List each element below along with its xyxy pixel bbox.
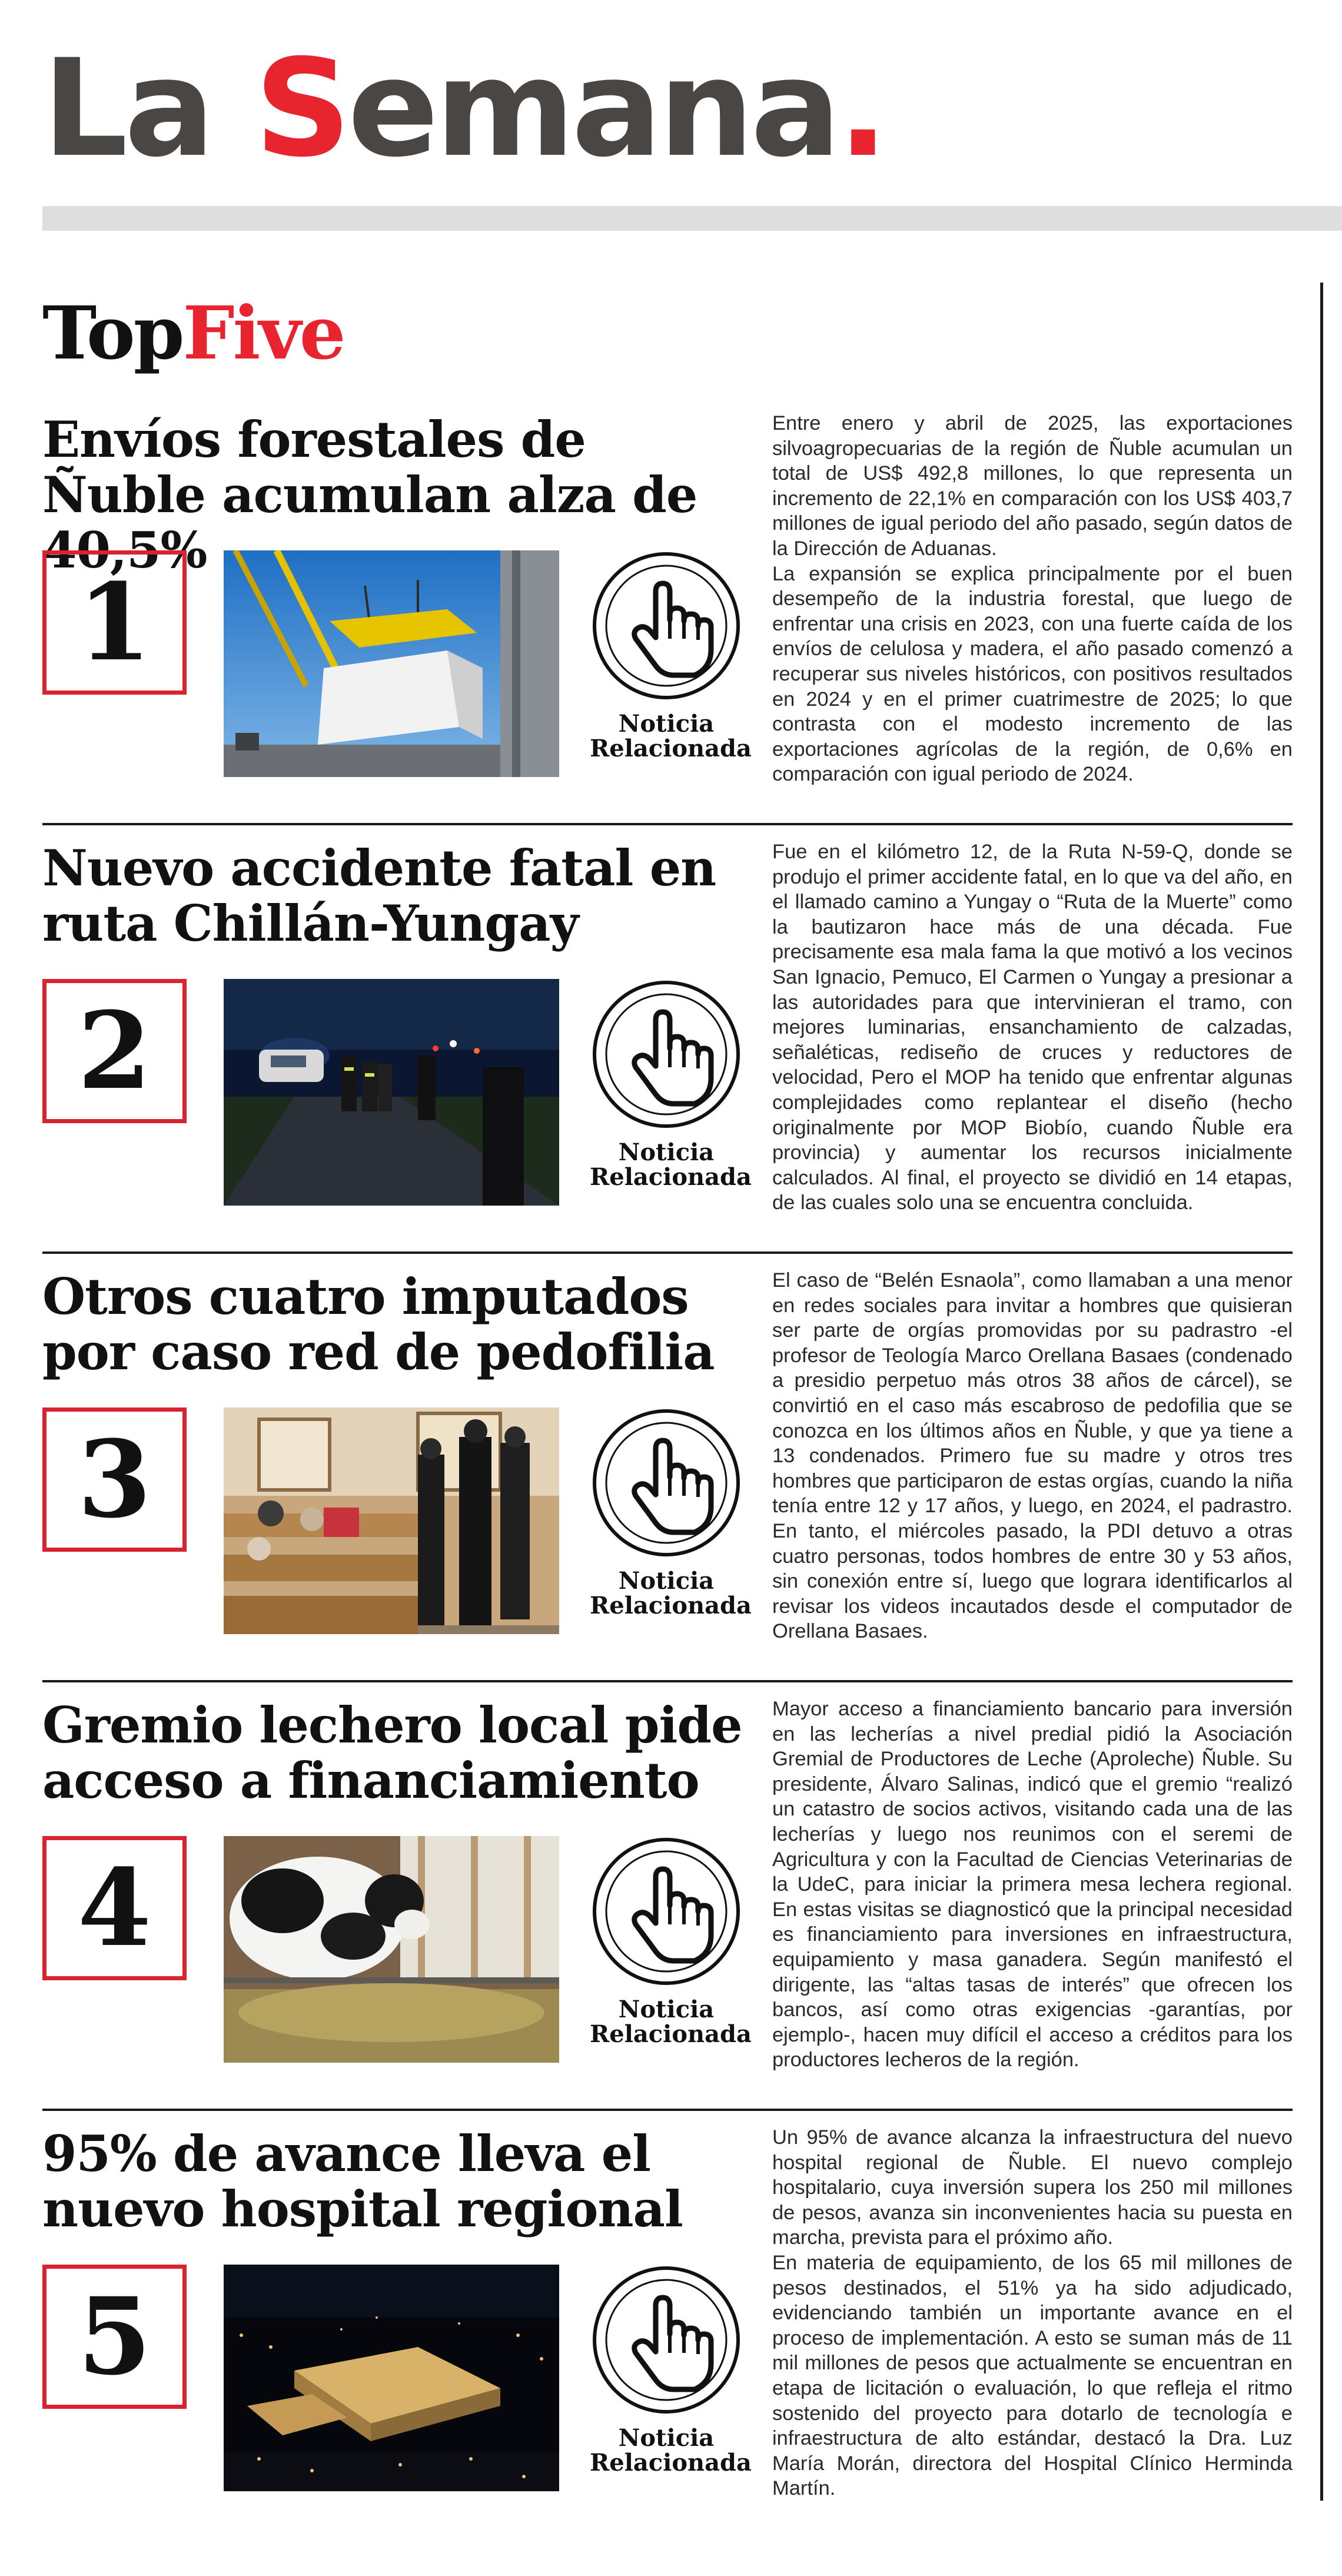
masthead-dot: . — [837, 30, 885, 187]
masthead-part1: La — [42, 30, 255, 187]
story-5 — [42, 2126, 1293, 2555]
story-2 — [42, 841, 1293, 1269]
related-news-label: Noticia Relacionada — [590, 1567, 752, 1619]
related-news-label: Noticia Relacionada — [590, 710, 752, 762]
story-body — [772, 1268, 1293, 1644]
related-news-button[interactable] — [590, 550, 752, 780]
related-news-button[interactable] — [590, 1407, 752, 1637]
pointing-hand-icon[interactable] — [591, 2265, 742, 2415]
story-4 — [42, 1698, 1293, 2126]
story-paragraph: Fue en el kilómetro 12, de la Ruta N-59-Q, donde se produjo el primer accidente fatal, en lo que va del año, en el llamado camino a Yungay o “Ruta de la Muerte” como la bautizaron hace más de una década. Fue precisamente esa mala fama la que motivó a los vecinos San Ignacio, Pemuco, El Carmen o Yungay a presionar a las autoridades para que intervinieran el tramo, con mejores luminarias, ensanchamiento de calzadas, señaléticas, rediseño de cruces y reductores de velocidad, Pero el MOP ha tenido que enfrentar algunas complejidades como replantear el diseño (hecho originalmente por MOP Biobío, cuando Ñuble era provincia) y aumentar los recursos inicialmente calculados. Al final, el proyecto se dividió en 14 etapas, de las cuales solo una se encuentra concluida. — [772, 841, 1293, 1214]
related-news-label: Noticia Relacionada — [590, 2424, 752, 2477]
story-number-box: 4 — [42, 1836, 187, 1980]
pointing-hand-icon[interactable] — [591, 979, 742, 1130]
story-1 — [42, 412, 1293, 841]
page-vertical-rule — [1320, 283, 1323, 2501]
related-news-button[interactable] — [590, 979, 752, 1209]
story-number-box: 1 — [42, 550, 187, 695]
story-separator — [42, 1680, 1293, 1682]
story-paragraph: En materia de equipamiento, de los 65 mil millones de pesos destinados, el 51% ya ha sido adjudicado, evidenciando también un importante avance en el proceso de implementación. A esto se suman más de 11 mil millones de pesos que actualmente se encuentran en etapa de licitación o evaluación, lo que refleja el ritmo sostenido del proyecto para dotarlo de tecnología e infraestructura de alto estándar, destacó la Dra. Luz María Morán, directora del Hospital Clínico Herminda Martín. — [772, 2251, 1293, 2500]
masthead-title — [42, 30, 885, 187]
story-photo[interactable] — [224, 979, 559, 1206]
story-paragraph: Entre enero y abril de 2025, las exportaciones silvoagropecuarias de la región de Ñuble acumulan un total de US$ 492,8 millones, lo que representa un incremento de 22,1% en comparación con los US$ 403,7 millones de igual periodo del año pasado, según datos de la Dirección de Aduanas. — [772, 412, 1293, 560]
story-number-box: 3 — [42, 1407, 187, 1552]
story-photo[interactable] — [224, 1836, 559, 2063]
header-divider-bar — [42, 206, 1342, 231]
related-news-button[interactable] — [590, 1836, 752, 2066]
section-title-part2: Five — [182, 291, 344, 376]
story-headline[interactable]: 95% de avance lleva el nuevo hospital regional — [42, 2124, 683, 2238]
story-3 — [42, 1269, 1293, 1698]
masthead-accent-letter: S — [254, 30, 348, 187]
related-news-label: Noticia Relacionada — [590, 1996, 752, 2048]
story-separator — [42, 2109, 1293, 2111]
story-separator — [42, 1252, 1293, 1254]
pointing-hand-icon[interactable] — [591, 1836, 742, 1987]
story-headline[interactable]: Nuevo accidente fatal en ruta Chillán-Yungay — [42, 839, 716, 952]
story-paragraph: Mayor acceso a financiamiento bancario para inversión en las lecherías a nivel predial pidió la Asociación Gremial de Productores de Leche (Aproleche) Ñuble. Su presidente, Álvaro Salinas, indicó que el gremio “realizó un catastro de socios activos, visitando cada una de las lecherías y luego nos reunimos con el seremi de Agricultura y con la Facultad de Ciencias Veterinarias de la UdeC, para iniciar la primera mesa lechera regional. En estas visitas se diagnosticó que la principal necesidad es financiamiento para inversiones en infraestructura, equipamiento y masa ganadera. Según manifestó el dirigente, las “altas tasas de interés” que ofrecen los bancos, así como otras exigencias -garantías, por ejemplo-, hacen muy difícil el acceso a créditos para los productores lecheros de la región. — [772, 1698, 1293, 2072]
section-title — [42, 291, 344, 376]
story-separator — [42, 823, 1293, 825]
story-headline[interactable]: Envíos forestales de Ñuble acumulan alza de 40,5% — [42, 410, 697, 579]
story-body — [772, 411, 1293, 787]
related-news-button[interactable] — [590, 2265, 752, 2494]
story-photo[interactable] — [224, 1407, 559, 1634]
story-body — [772, 839, 1293, 1216]
story-headline[interactable]: Otros cuatro imputados por caso red de pedofilia — [42, 1267, 715, 1381]
story-paragraph: El caso de “Belén Esnaola”, como llamaban a una menor en redes sociales para invitar a hombres que quisieran ser parte de orgías promovidas por su padrastro -el profesor de Teología Marco Orellana Basaes (condenado a presidio perpetuo más otros 38 años de cárcel), se convirtió en el caso más escabroso de pedofilia que se conozca en los últimos años en Ñuble, y que ya tiene a 13 condenados. Primero fue su madre y otros tres hombres que participaron de estas orgías, cuando la niña tenía entre 12 y 17 años, y luego, en 2024, el padrastro. En tanto, el miércoles pasado, la PDI detuvo a otras cuatro personas, todos hombres de entre 30 y 53 años, sin conexión entre sí, luego que lograra identificarlos al revisar los videos incautados desde el computador de Orellana Basaes. — [772, 1269, 1293, 1643]
story-body — [772, 1697, 1293, 2073]
pointing-hand-icon[interactable] — [591, 550, 742, 701]
story-headline[interactable]: Gremio lechero local pide acceso a financiamiento — [42, 1696, 742, 1810]
story-paragraph: La expansión se explica principalmente por el buen desempeño de la industria forestal, que luego de enfrentar una crisis en 2023, con una fuerte caída de los envíos de celulosa y madera, el año pasado comenzó a recuperar sus niveles históricos, con positivos resultados en 2024 y en el primer cuatrimestre de 2025; lo que contrasta con el modesto incremento de las exportaciones agrícolas de la región, de 0,6% en comparación con igual periodo de 2024. — [772, 562, 1293, 786]
story-paragraph: Un 95% de avance alcanza la infraestructura del nuevo hospital regional de Ñuble. El nuevo complejo hospitalario, cuya inversión supera los 250 mil millones de pesos, avanza sin inconvenientes hacia su puesta en marcha, prevista para el próximo año. — [772, 2126, 1293, 2249]
story-number-box: 2 — [42, 979, 187, 1123]
story-body — [772, 2125, 1293, 2501]
masthead-part2: emana — [347, 30, 838, 187]
section-title-part1: Top — [42, 291, 183, 376]
story-photo[interactable] — [224, 2265, 559, 2491]
pointing-hand-icon[interactable] — [591, 1407, 742, 1558]
story-photo[interactable] — [224, 550, 559, 777]
story-number-box: 5 — [42, 2265, 187, 2409]
related-news-label: Noticia Relacionada — [590, 1138, 752, 1191]
